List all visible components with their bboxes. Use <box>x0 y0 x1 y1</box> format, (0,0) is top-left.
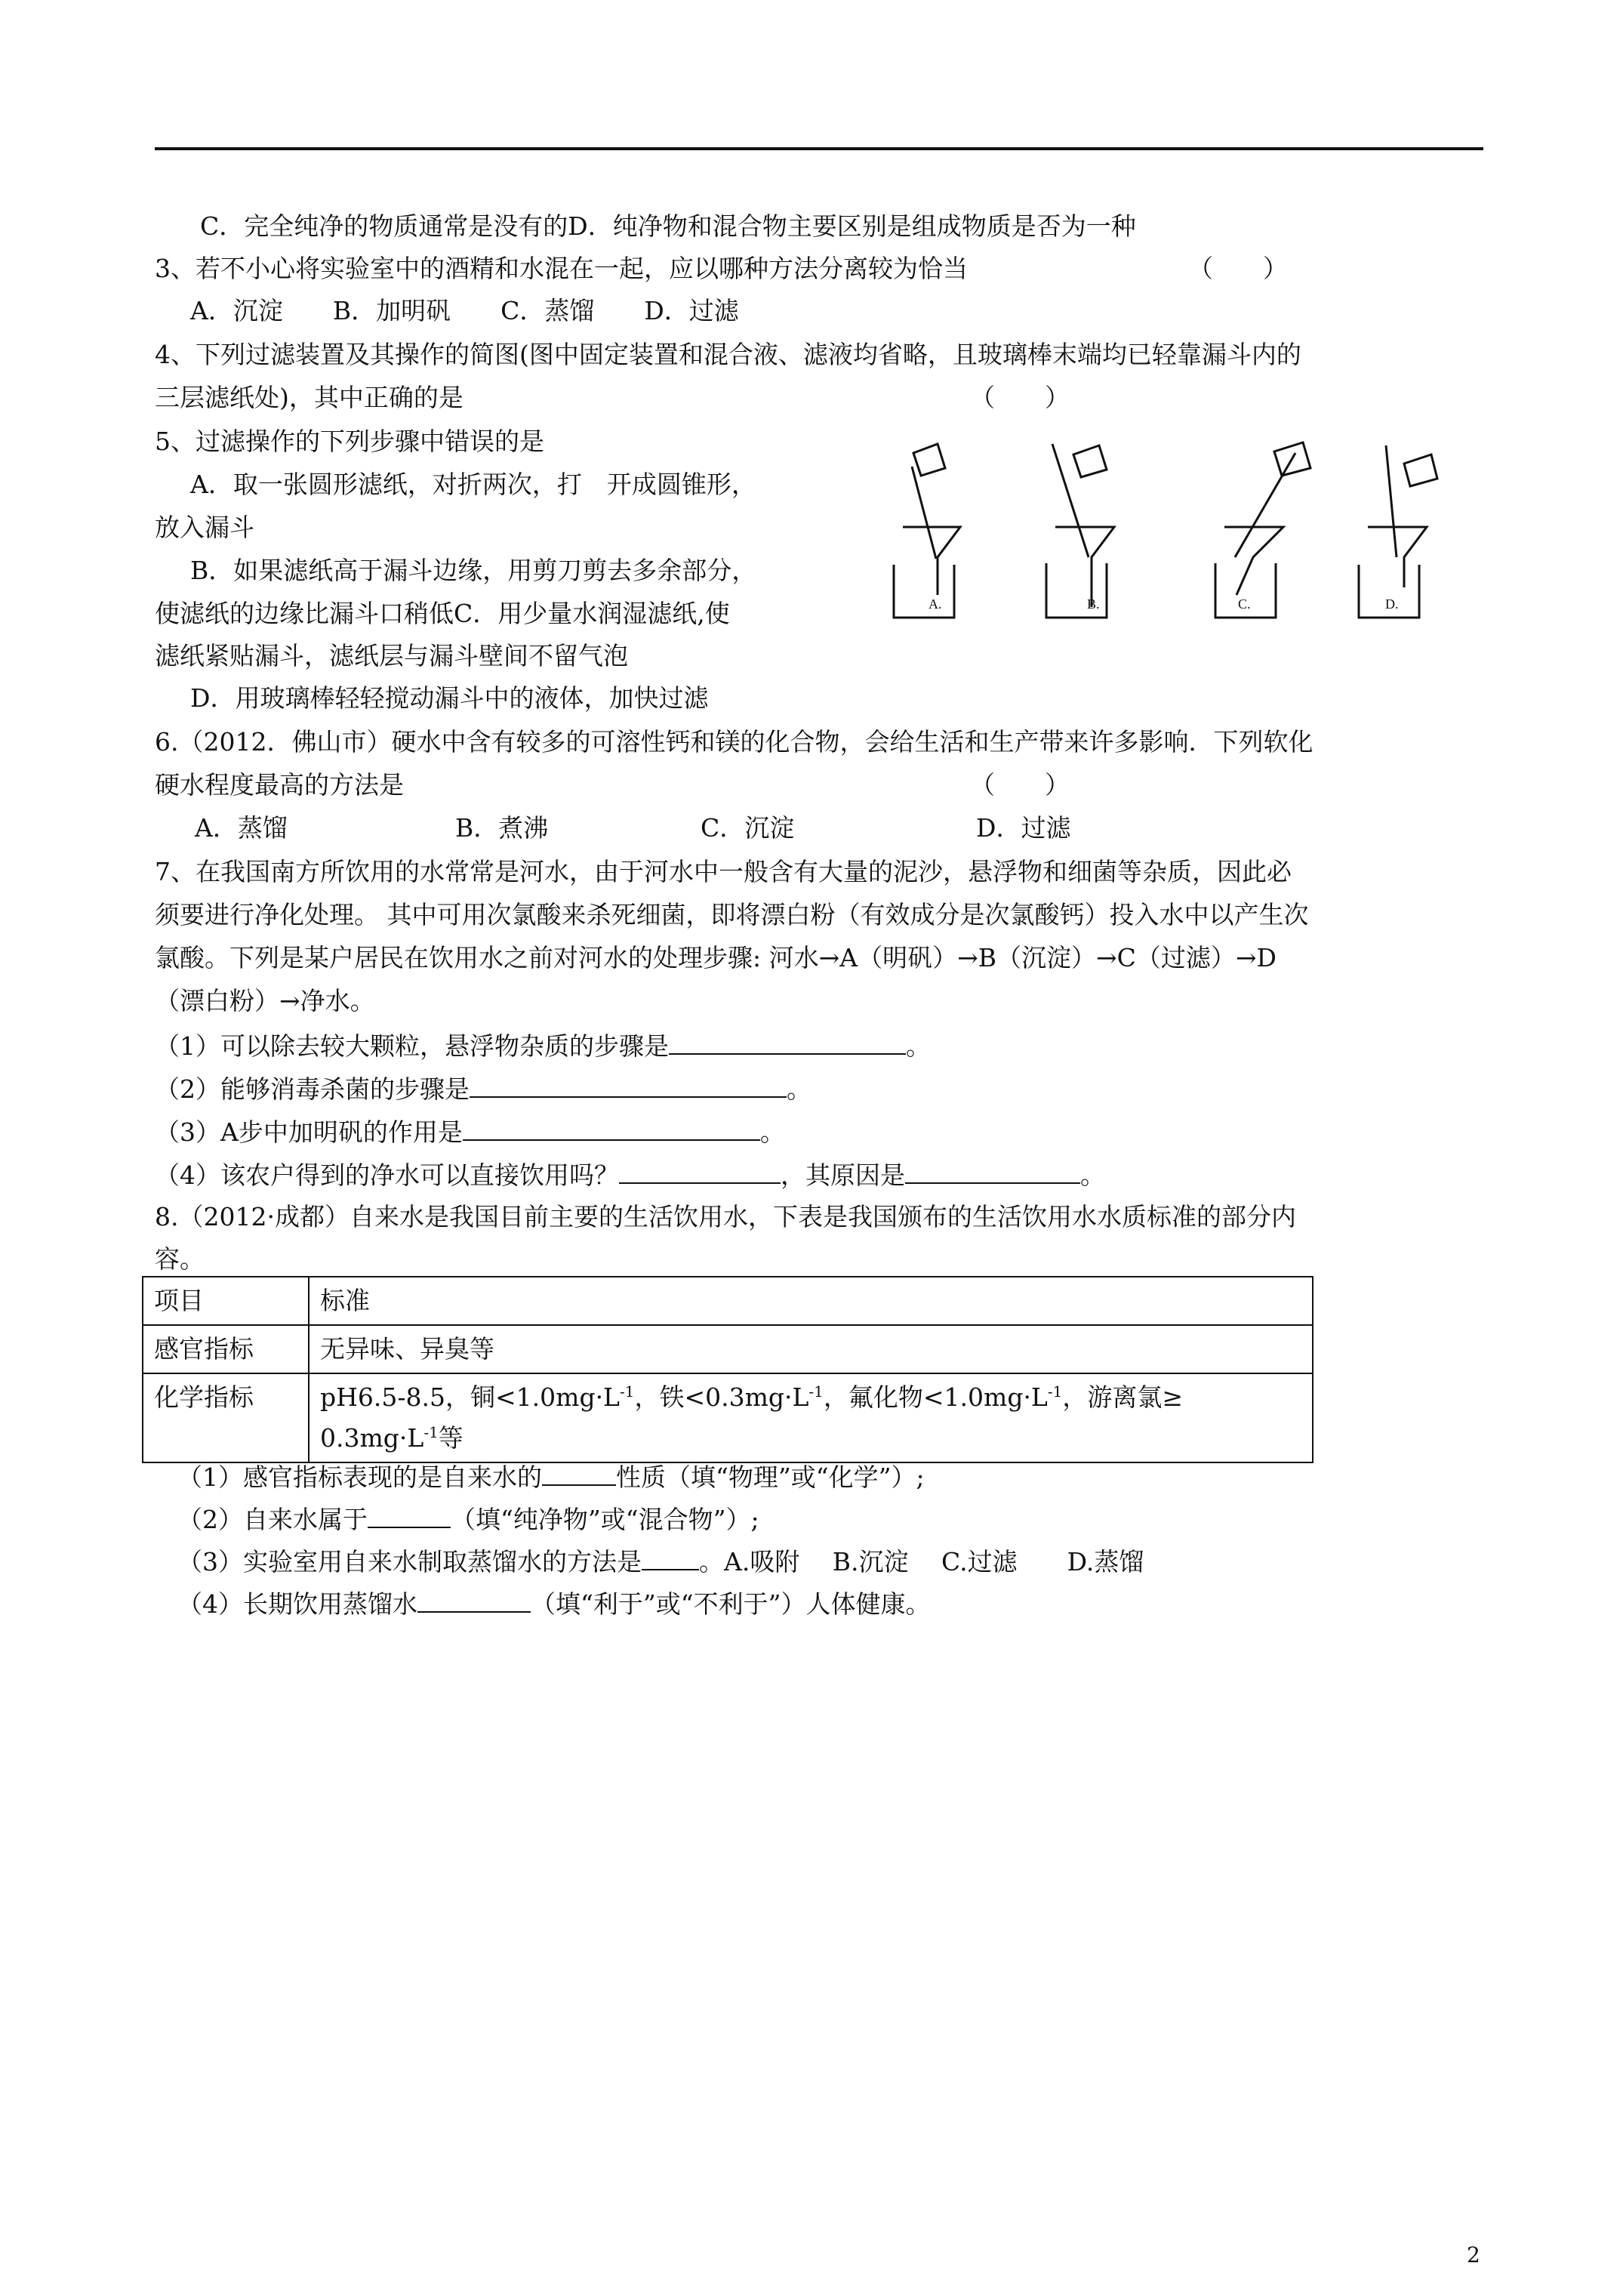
q8-answer-blank-4[interactable] <box>417 1586 531 1613</box>
q8-line-2: 容。 <box>155 1244 205 1274</box>
q5-stem: 5、过滤操作的下列步骤中错误的是 <box>155 427 544 456</box>
q7-sub-4: （4）该农户得到的净水可以直接饮用吗？ ，其原因是 。 <box>155 1157 1105 1192</box>
q7-answer-blank-3[interactable] <box>463 1114 760 1141</box>
q3-answer-paren: （ ） <box>1188 254 1288 283</box>
q6-option-c: C．沉淀 <box>701 813 795 843</box>
q5-option-a-1: A．取一张圆形滤纸，对折两次，打 开成圆锥形， <box>190 470 756 499</box>
header-rule <box>155 147 1483 150</box>
q8-sub-1: （1）感官指标表现的是自来水的 性质（填“物理”或“化学”）; <box>177 1459 925 1494</box>
q7-line-4: （漂白粉）→净水。 <box>155 986 375 1015</box>
q5-option-b-1: B．如果滤纸高于漏斗边缘，用剪刀剪去多余部分， <box>190 556 757 585</box>
q8-sub-4: （4）长期饮用蒸馏水 （填“利于”或“不利于”）人体健康。 <box>177 1586 930 1621</box>
q8-line-1: 8.（2012·成都）自来水是我国目前主要的生活饮用水，下表是我国颁布的生活饮用水水质标准的部分内 <box>155 1202 1296 1231</box>
figure-caption-a: A. <box>929 596 942 612</box>
figure-caption-d: D. <box>1385 596 1399 612</box>
apparatus-a-icon <box>894 444 960 618</box>
table-cell-sensory: 感官指标 <box>143 1325 309 1373</box>
q7-sub-1: （1）可以除去较大颗粒，悬浮物杂质的步骤是 。 <box>155 1028 931 1063</box>
q5-option-d: D．用玻璃棒轻轻搅动漏斗中的液体，加快过滤 <box>190 683 709 713</box>
table-cell-chemical: 化学指标 <box>143 1373 309 1462</box>
table-cell-sensory-standard: 无异味、异臭等 <box>309 1325 1313 1373</box>
q4-answer-paren: （ ） <box>970 383 1070 412</box>
page-number: 2 <box>1467 2242 1480 2267</box>
q7-answer-blank-1[interactable] <box>669 1028 906 1055</box>
q4-line-2: 三层滤纸处)，其中正确的是 <box>155 383 463 412</box>
apparatus-c-icon <box>1215 442 1310 618</box>
table-row <box>143 1325 1313 1373</box>
q6-line-1: 6.（2012．佛山市）硬水中含有较多的可溶性钙和镁的化合物，会给生活和生产带来许多影响．下列软化 <box>155 727 1313 757</box>
q7-line-1: 7、在我国南方所饮用的水常常是河水，由于河水中一般含有大量的泥沙，悬浮物和细菌等杂质，因此必 <box>155 857 1292 886</box>
q7-sub-3: （3）A步中加明矾的作用是 。 <box>155 1114 785 1149</box>
q8-sub-3: （3）实验室用自来水制取蒸馏水的方法是 。A.吸附 B.沉淀 C.过滤 D.蒸馏 <box>177 1543 1144 1579</box>
figure-caption-c: C. <box>1238 596 1251 612</box>
apparatus-b-icon <box>1046 444 1114 618</box>
table-header-item: 项目 <box>143 1277 309 1325</box>
q8-answer-blank-3[interactable] <box>642 1543 699 1570</box>
table-header-standard: 标准 <box>309 1277 1313 1325</box>
q7-answer-blank-4[interactable] <box>619 1157 781 1184</box>
q5-option-b-3: 滤纸紧贴漏斗，滤纸层与漏斗壁间不留气泡 <box>155 641 628 670</box>
q3-options: A．沉淀 B．加明矾 C．蒸馏 D．过滤 <box>190 296 739 325</box>
table-row <box>143 1373 1313 1462</box>
q8-answer-blank-2[interactable] <box>368 1501 451 1528</box>
q7-answer-blank-5[interactable] <box>905 1157 1080 1184</box>
q7-answer-blank-2[interactable] <box>470 1071 787 1098</box>
table-row <box>143 1277 1313 1325</box>
q8-answer-blank-1[interactable] <box>542 1459 616 1486</box>
q2-option-cd: C．完全纯净的物质通常是没有的D．纯净物和混合物主要区别是组成物质是否为一种 <box>200 211 1136 241</box>
q7-sub-2: （2）能够消毒杀菌的步骤是 。 <box>155 1071 812 1106</box>
q4-line-1: 4、下列过滤装置及其操作的简图(图中固定装置和混合液、滤液均省略，且玻璃棒末端均已轻靠漏斗内的 <box>155 340 1301 369</box>
q6-line-2: 硬水程度最高的方法是 <box>155 770 404 800</box>
q7-line-3: 氯酸。下列是某户居民在饮用水之前对河水的处理步骤: 河水→A（明矾）→B（沉淀）→C（过滤）→D <box>155 943 1277 972</box>
q3-stem: 3、若不小心将实验室中的酒精和水混在一起，应以哪种方法分离较为恰当 <box>155 254 968 283</box>
q6-option-a: A．蒸馏 <box>195 813 288 843</box>
q5-option-a-2: 放入漏斗 <box>155 513 254 542</box>
figure-caption-b: B. <box>1087 596 1100 612</box>
apparatus-d-icon <box>1359 445 1437 618</box>
water-quality-table <box>142 1276 1313 1463</box>
table-cell-chemical-standard: pH6.5-8.5，铜$<1.0mg\cdot L^{-1}$，铁$<0.3mg\cdot L^{-1}$，氟化物$<1.0mg\cdot L^{-1}$，游离氯≥ $0.3mg\cdot L^{-1}$等 <box>309 1373 1313 1462</box>
q6-option-d: D．过滤 <box>976 813 1071 843</box>
q6-answer-paren: （ ） <box>970 770 1070 800</box>
q8-sub-2: （2）自来水属于 （填“纯净物”或“混合物”）; <box>177 1501 759 1536</box>
q5-option-b-2: 使滤纸的边缘比漏斗口稍低C．用少量水润湿滤纸,使 <box>155 599 730 628</box>
q7-line-2: 须要进行净化处理。 其中可用次氯酸来杀死细菌，即将漂白粉（有效成分是次氯酸钙）投入水中以产生次 <box>155 900 1309 929</box>
q6-option-b: B．煮沸 <box>455 813 549 843</box>
